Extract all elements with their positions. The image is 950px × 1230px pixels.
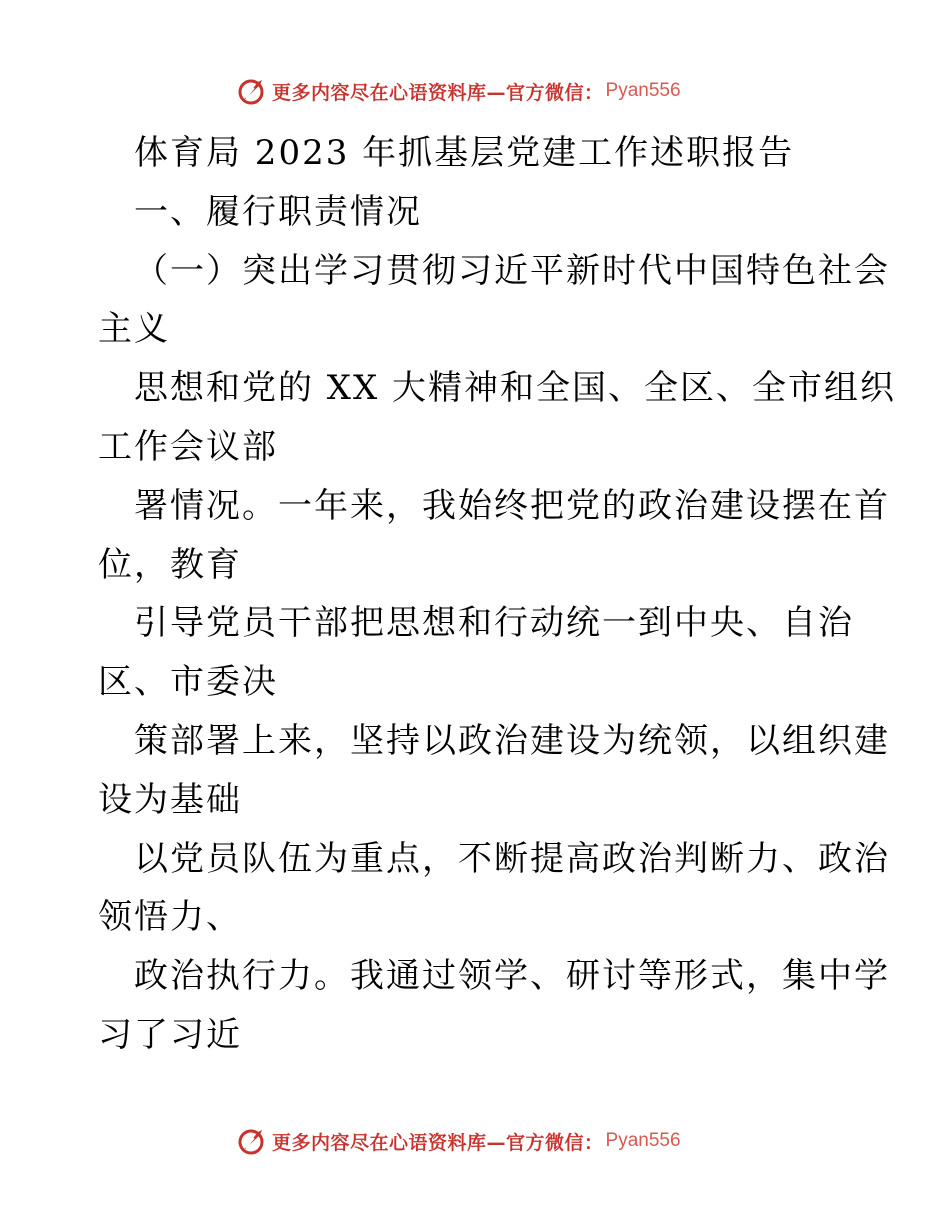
paragraph-line: 主义 xyxy=(98,309,170,350)
paragraph-line: 习了习近 xyxy=(98,1014,242,1055)
footer-watermark xyxy=(236,1124,681,1158)
watermark-text: 更多内容尽在心语资料库—官方微信： xyxy=(272,81,604,104)
paragraph-line: 署情况。一年来，我始终把党的政治建设摆在首 xyxy=(134,485,890,526)
paragraph-line: 思想和党的 XX 大精神和全国、全区、全市组织 xyxy=(134,368,897,409)
paragraph-line: 以党员队伍为重点，不断提高政治判断力、政治 xyxy=(134,838,890,879)
paragraph-line: 位，教育 xyxy=(98,544,242,585)
paragraph-line: 设为基础 xyxy=(98,779,242,820)
paragraph-line: （一）突出学习贯彻习近平新时代中国特色社会 xyxy=(134,250,890,291)
document-title: 体育局 2023 年抓基层党建工作述职报告 xyxy=(134,133,795,173)
watermark-id: Pyan556 xyxy=(605,1130,681,1151)
section-heading: 一、履行职责情况 xyxy=(134,191,422,232)
paragraph-line: 策部署上来，坚持以政治建设为统领，以组织建 xyxy=(134,720,890,761)
quill-logo-icon xyxy=(236,76,266,106)
header-watermark xyxy=(236,74,681,108)
paragraph-line: 区、市委决 xyxy=(98,662,278,703)
quill-logo-icon xyxy=(236,1126,266,1156)
document-body xyxy=(98,124,897,1065)
paragraph-line: 领悟力、 xyxy=(98,897,242,938)
watermark-id: Pyan556 xyxy=(605,80,681,101)
paragraph-line: 引导党员干部把思想和行动统一到中央、自治 xyxy=(134,603,854,644)
watermark-text: 更多内容尽在心语资料库—官方微信： xyxy=(272,1131,604,1154)
paragraph-line: 工作会议部 xyxy=(98,426,278,467)
paragraph-line: 政治执行力。我通过领学、研讨等形式，集中学 xyxy=(134,956,890,997)
